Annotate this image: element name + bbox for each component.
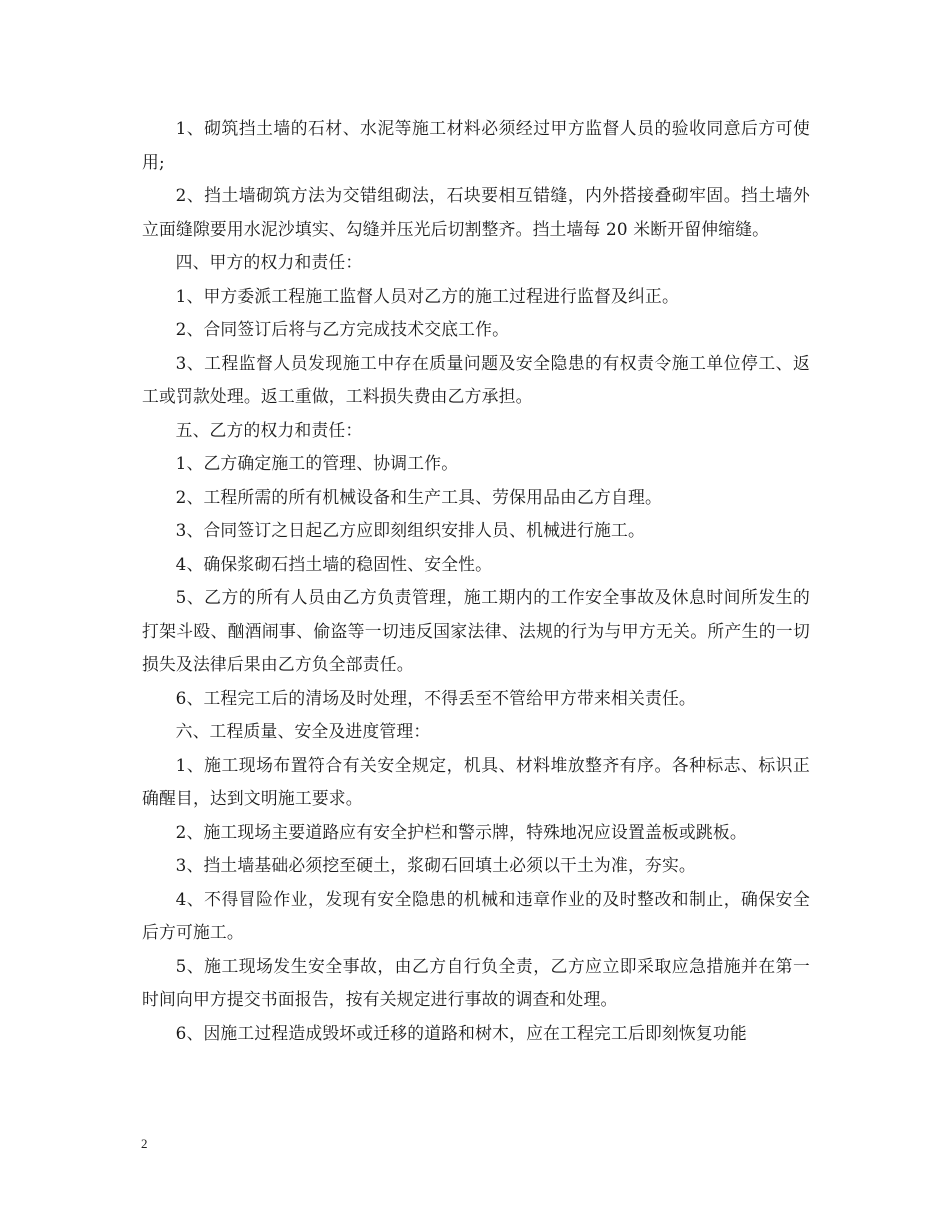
paragraph-quality-2: 2、施工现场主要道路应有安全护栏和警示牌，特殊地况应设置盖板或跳板。 bbox=[175, 821, 747, 842]
paragraph-quality-3: 3、挡土墙基础必须挖至硬土，浆砌石回填土必须以干土为准，夯实。 bbox=[175, 855, 696, 875]
section-heading-party-a: 四、甲方的权力和责任： bbox=[175, 252, 363, 272]
paragraph-party-a-1: 1、甲方委派工程施工监督人员对乙方的施工过程进行监督及纠正。 bbox=[175, 285, 679, 306]
document-body bbox=[142, 112, 810, 1050]
paragraph-quality-5: 5、施工现场发生安全事故，由乙方自行负全责，乙方应立即采取应急措施并在第一时间向甲方提交书面报告，按有关规定进行事故的调查和处理。 bbox=[142, 955, 810, 1009]
section-heading-quality-safety: 六、工程质量、安全及进度管理： bbox=[175, 721, 431, 741]
page-number: 2 bbox=[141, 1136, 148, 1151]
paragraph-party-b-1: 1、乙方确定施工的管理、协调工作。 bbox=[175, 453, 459, 473]
paragraph-quality-4: 4、不得冒险作业，发现有安全隐患的机械和违章作业的及时整改和制止，确保安全后方可施工。 bbox=[142, 888, 810, 942]
paragraph-material-acceptance: 1、砌筑挡土墙的石材、水泥等施工材料必须经过甲方监督人员的验收同意后方可使用; bbox=[142, 118, 810, 172]
paragraph-party-b-5: 5、乙方的所有人员由乙方负责管理，施工期内的工作安全事故及休息时间所发生的打架斗殴、酗酒闹事、偷盗等一切违反国家法律、法规的行为与甲方无关。所产生的一切损失及法律后果由乙方负全部责任。 bbox=[142, 587, 810, 674]
paragraph-party-b-3: 3、合同签订之日起乙方应即刻组织安排人员、机械进行施工。 bbox=[175, 520, 645, 540]
paragraph-party-b-2: 2、工程所需的所有机械设备和生产工具、劳保用品由乙方自理。 bbox=[175, 486, 662, 507]
paragraph-party-b-6: 6、工程完工后的清场及时处理，不得丢至不管给甲方带来相关责任。 bbox=[175, 687, 696, 708]
paragraph-party-a-3: 3、工程监督人员发现施工中存在质量问题及安全隐患的有权责令施工单位停工、返工或罚款处理。返工重做，工料损失费由乙方承担。 bbox=[142, 352, 810, 406]
paragraph-masonry-method: 2、挡土墙砌筑方法为交错组砌法，石块要相互错缝，内外搭接叠砌牢固。挡土墙外立面缝隙要用水泥沙填实、勾缝并压光后切割整齐。挡土墙每 20 米断开留伸缩缝。 bbox=[142, 185, 810, 239]
paragraph-party-b-4: 4、确保浆砌石挡土墙的稳固性、安全性。 bbox=[175, 553, 493, 574]
paragraph-party-a-2: 2、合同签订后将与乙方完成技术交底工作。 bbox=[175, 319, 510, 339]
section-heading-party-b: 五、乙方的权力和责任： bbox=[175, 419, 363, 440]
paragraph-quality-6: 6、因施工过程造成毁坏或迁移的道路和树木，应在工程完工后即刻恢复功能 bbox=[175, 1022, 747, 1043]
paragraph-quality-1: 1、施工现场布置符合有关安全规定，机具、材料堆放整齐有序。各种标志、标识正确醒目，达到文明施工要求。 bbox=[142, 754, 810, 808]
